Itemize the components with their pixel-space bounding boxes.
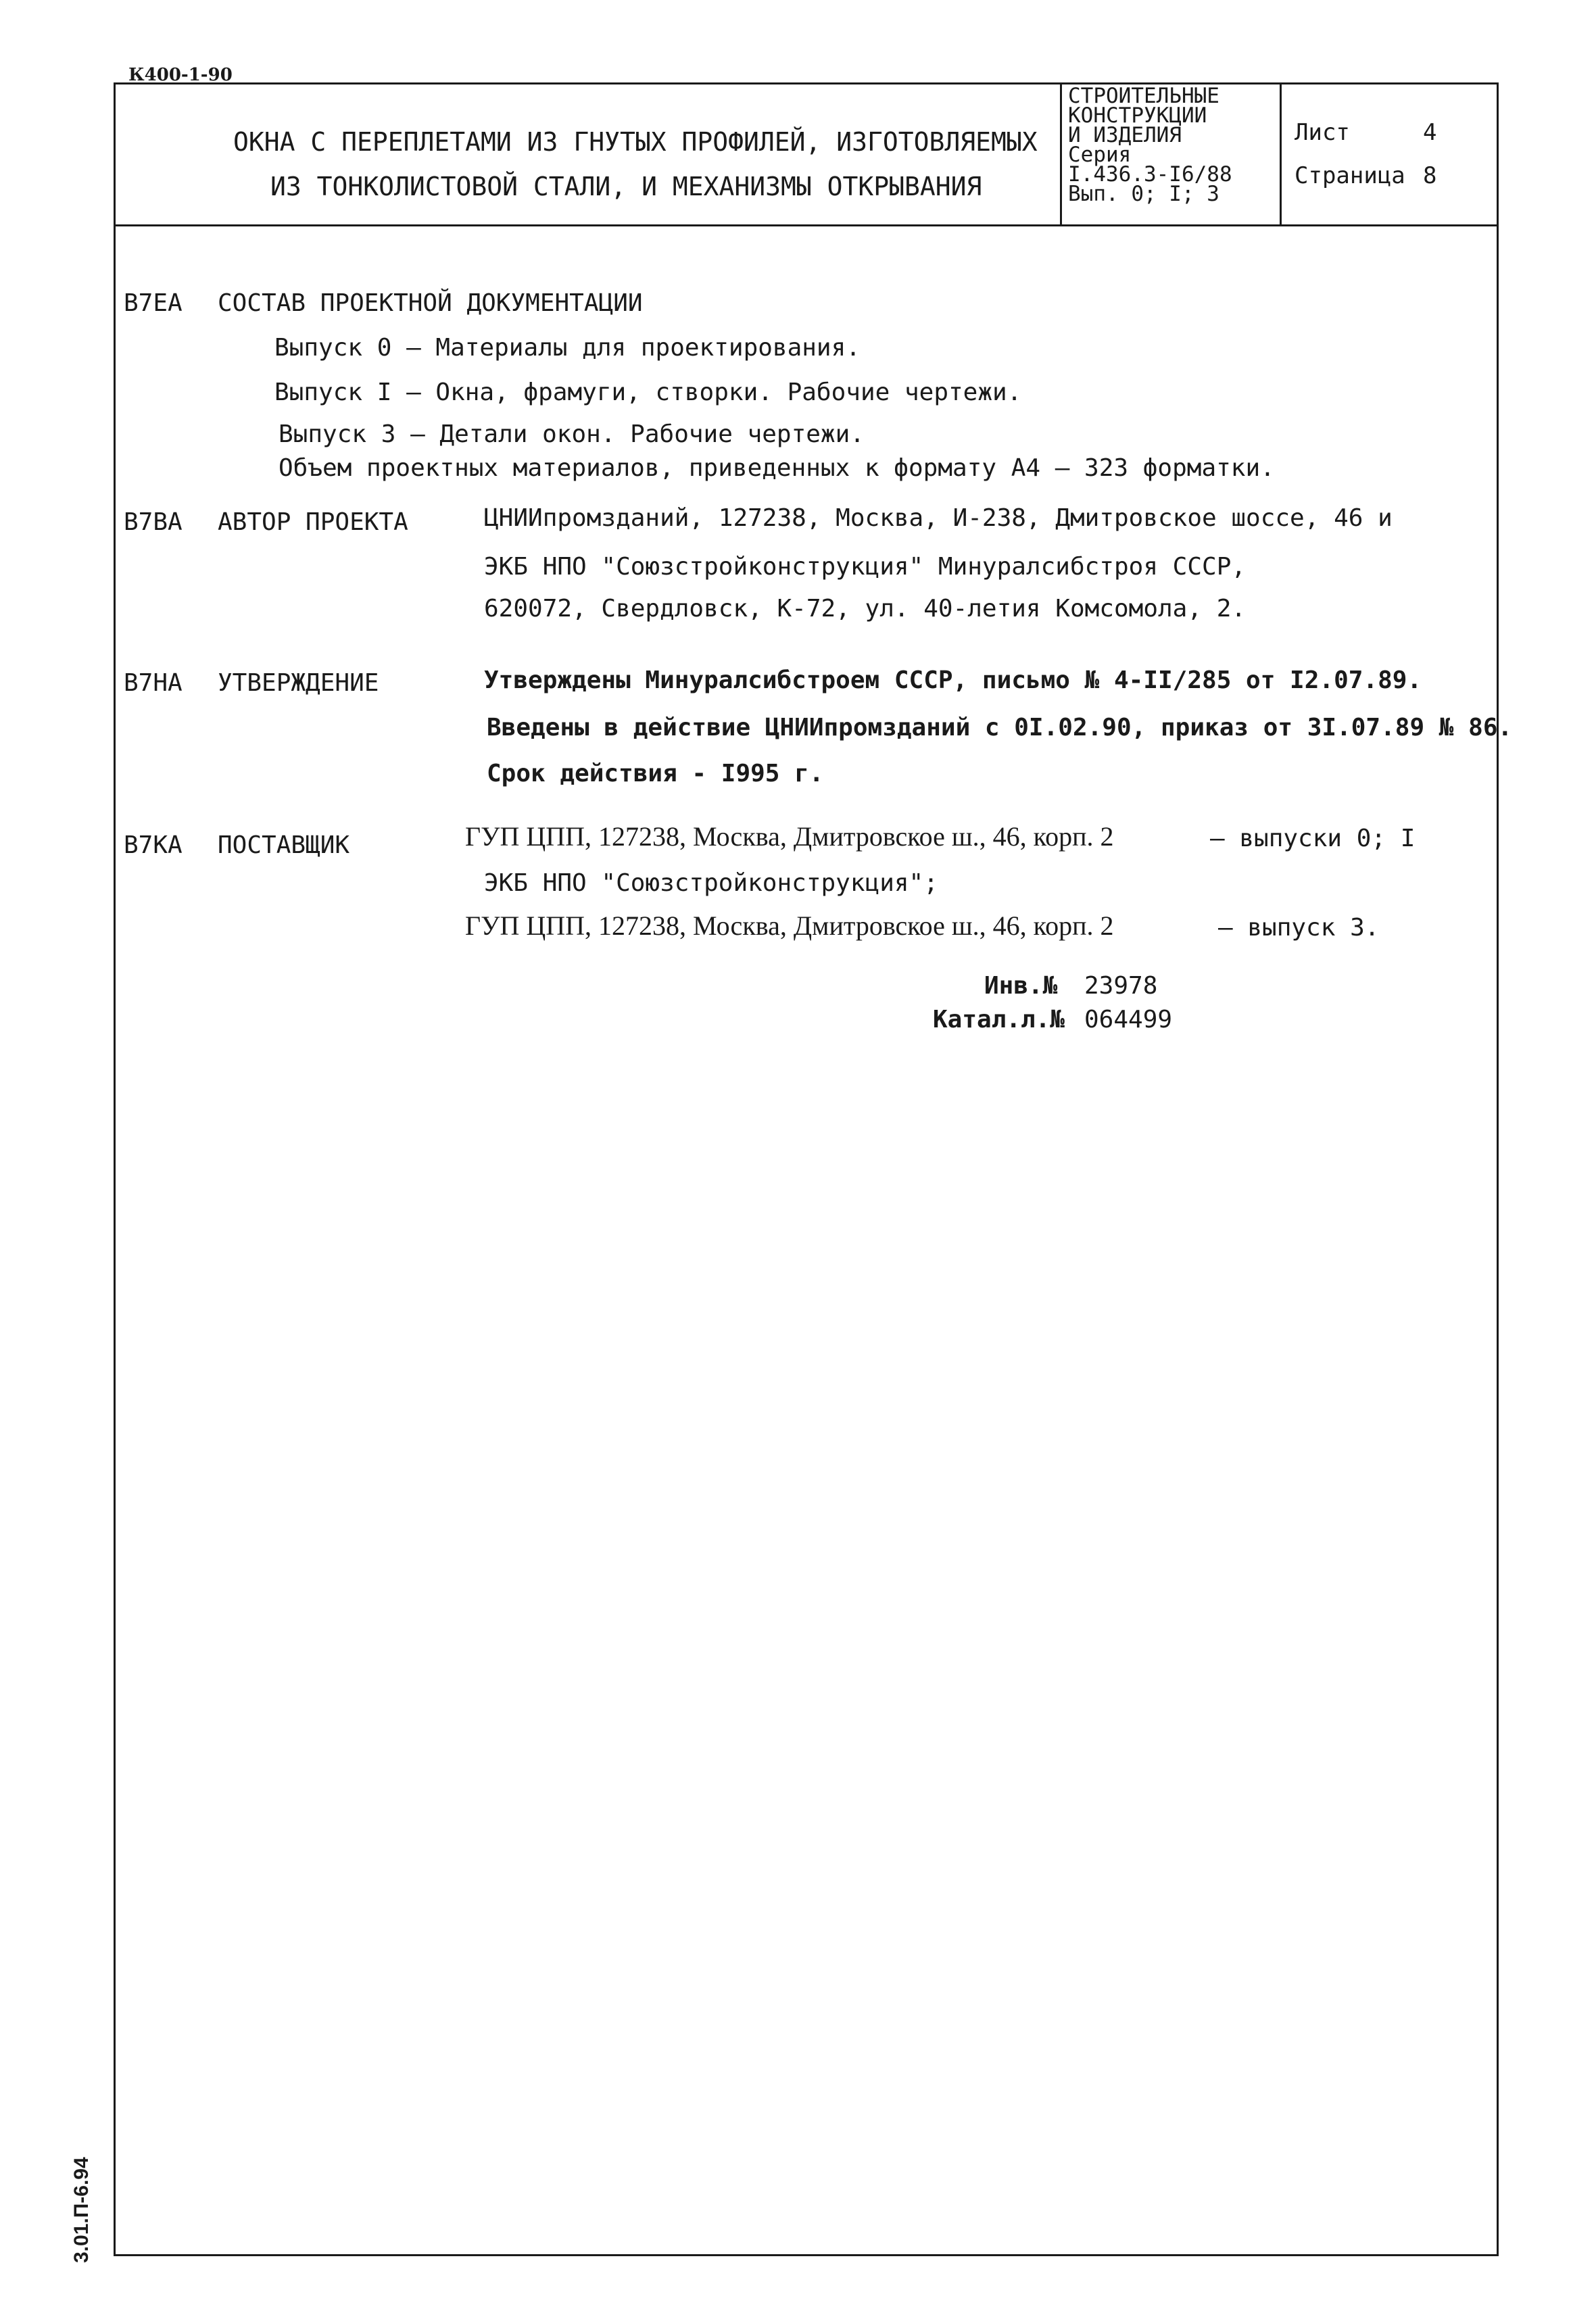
catalog-label: Катал.л.№ — [933, 1006, 1065, 1033]
page-frame — [114, 82, 1499, 2256]
section-code-supplier: В7КА — [124, 831, 183, 859]
author-line-1: ЦНИИпромзданий, 127238, Москва, И-238, Дмитровское шоссе, 46 и — [484, 504, 1393, 532]
section-code-author: В7ВА — [124, 508, 183, 536]
header-divider-left — [1060, 82, 1062, 226]
approval-line-2: Введены в действие ЦНИИпромзданий с 0I.02.90, приказ от 3I.07.89 № 86. — [487, 714, 1513, 741]
series-line-6: Вып. 0; I; 3 — [1068, 182, 1219, 206]
series-line-2: КОНСТРУКЦИИ — [1068, 103, 1207, 128]
approval-line-3: Срок действия - I995 г. — [487, 760, 824, 787]
inventory-label: Инв.№ — [984, 972, 1058, 1000]
section-heading-supplier: ПОСТАВЩИК — [218, 831, 350, 859]
section-code-composition: В7ЕА — [124, 289, 183, 317]
page-number: 8 — [1423, 162, 1437, 189]
supplier-line-1: ГУП ЦПП, 127238, Москва, Дмитровское ш., 46, корп. 2 — [465, 821, 1114, 852]
author-line-3: 620072, Свердловск, К-72, ул. 40-летия Комсомола, 2. — [484, 595, 1247, 623]
approval-line-1: Утверждены Минуралсибстроем СССР, письмо № 4-II/285 от I2.07.89. — [484, 666, 1422, 694]
series-line-4: Серия — [1068, 143, 1132, 167]
supplier-line-3: ГУП ЦПП, 127238, Москва, Дмитровское ш., 46, корп. 2 — [465, 910, 1114, 941]
catalog-number: 064499 — [1084, 1006, 1173, 1033]
supplier-line-1-issues: – выпуски 0; I — [1210, 825, 1416, 852]
series-block — [1068, 84, 1232, 206]
side-code: 3.01.П-6.94 — [70, 2157, 93, 2263]
composition-line-2: Выпуск I – Окна, фрамуги, створки. Рабочие чертежи. — [274, 379, 1022, 406]
composition-line-4: Объем проектных материалов, приведенных к формату А4 – 323 форматки. — [279, 454, 1275, 482]
sheet-number: 4 — [1423, 119, 1437, 146]
supplier-line-3-issue: – выпуск 3. — [1218, 914, 1380, 942]
inventory-number: 23978 — [1084, 972, 1158, 1000]
supplier-line-2: ЭКБ НПО "Союзстройконструкция"; — [484, 869, 938, 897]
section-heading-approval: УТВЕРЖДЕНИЕ — [218, 669, 379, 697]
series-line-1: СТРОИТЕЛЬНЫЕ — [1068, 84, 1219, 108]
section-heading-author: АВТОР ПРОЕКТА — [218, 508, 408, 536]
composition-line-1: Выпуск 0 – Материалы для проектирования. — [274, 334, 861, 362]
composition-line-3: Выпуск 3 – Детали окон. Рабочие чертежи. — [279, 420, 865, 448]
page-label: Страница — [1295, 162, 1405, 189]
sheet-label: Лист — [1295, 119, 1350, 146]
header-divider-right — [1280, 82, 1282, 226]
document-code: К400-1-90 — [128, 65, 233, 85]
title-line-1: ОКНА С ПЕРЕПЛЕТАМИ ИЗ ГНУТЫХ ПРОФИЛЕЙ, ИЗГОТОВЛЯЕМЫХ — [233, 127, 1038, 157]
series-line-3: И ИЗДЕЛИЯ — [1068, 123, 1182, 147]
header-divider — [114, 224, 1499, 226]
title-line-2: ИЗ ТОНКОЛИСТОВОЙ СТАЛИ, И МЕХАНИЗМЫ ОТКРЫВАНИЯ — [270, 172, 982, 201]
section-code-approval: В7НА — [124, 669, 183, 697]
author-line-2: ЭКБ НПО "Союзстройконструкция" Минуралсибстроя СССР, — [484, 553, 1247, 581]
section-heading-composition: СОСТАВ ПРОЕКТНОЙ ДОКУМЕНТАЦИИ — [218, 289, 643, 317]
series-line-5: I.436.3-I6/88 — [1068, 162, 1232, 187]
